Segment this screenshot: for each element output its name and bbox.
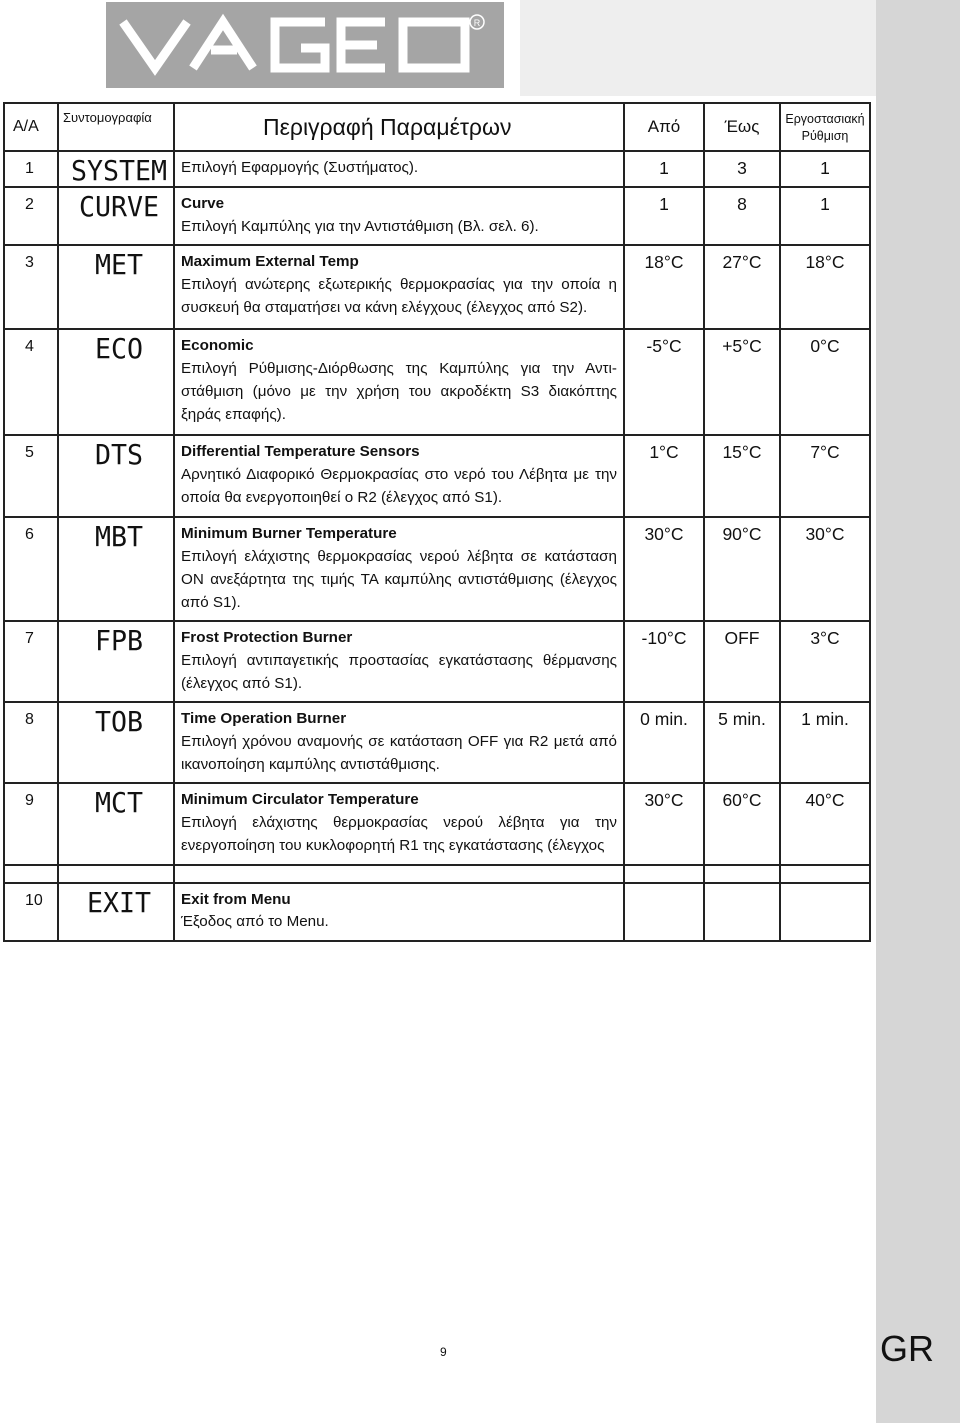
row-from: -10°C <box>624 621 704 702</box>
row-factory: 40°C <box>780 783 870 864</box>
row-to: 5 min. <box>704 702 780 783</box>
row-abbreviation: TOB <box>94 705 144 739</box>
row-title: Economic <box>181 337 254 355</box>
parameters-table <box>3 102 871 942</box>
row-to: 3 <box>704 151 780 187</box>
row-description: Επιλογή ανώτερης εξωτερικής θερμοκρασίας για την οποία η συσκευή θα σταματήσει να κάνη ελέγχους (έλεγχος από S2). <box>181 276 617 316</box>
row-from: 1 <box>624 187 704 245</box>
row-factory: 7°C <box>780 435 870 517</box>
row-abbreviation: SYSTEM <box>70 154 168 187</box>
row-title: Minimum Circulator Temperature <box>181 791 419 809</box>
table-gap-row <box>4 865 870 883</box>
svg-text:R: R <box>473 18 481 28</box>
row-description: Επιλογή ελάχιστης θερμοκρασίας νερού λέβητα για την ενεργοποίηση του κυκλοφορητή R1 της εγκατάστασης (έλεγχος <box>181 814 617 854</box>
row-from: -5°C <box>624 329 704 435</box>
row-title: Differential Temperature Sensors <box>181 443 420 461</box>
row-title: Exit from Menu <box>181 890 291 908</box>
row-abbreviation: DTS <box>94 438 144 472</box>
row-from: 30°C <box>624 783 704 864</box>
row-to: 90°C <box>704 517 780 621</box>
row-abbreviation: CURVE <box>78 190 160 223</box>
row-factory: 1 <box>780 187 870 245</box>
row-number: 10 <box>4 883 58 941</box>
row-from: 18°C <box>624 245 704 329</box>
header-from: Από <box>624 103 704 151</box>
row-description: Επιλογή αντιπαγετικής προστασίας εγκατάστασης θέρμανσης (έλεγχος από S1). <box>181 651 617 692</box>
header-aa: Α/Α <box>4 103 58 151</box>
row-number: 7 <box>4 621 58 702</box>
page-number: 9 <box>440 1345 447 1359</box>
row-from <box>624 883 704 941</box>
row-abbreviation: MET <box>94 248 144 282</box>
row-title: Curve <box>181 195 225 212</box>
row-description: Επιλογή Ρύθμισης-Διόρθωσης της Καμπύλης για την Αντι-στάθμιση (μόνο με την χρήση του ακροδέκτη S3 διακόπτης ξηράς επαφής). <box>181 360 617 423</box>
row-number: 3 <box>4 245 58 329</box>
row-description: Επιλογή Εφαρμογής (Συστήματος). <box>181 159 419 176</box>
table-row <box>4 187 870 245</box>
language-code: GR <box>880 1328 934 1369</box>
row-number: 8 <box>4 702 58 783</box>
row-title: Time Operation Burner <box>181 710 347 728</box>
header-factory-setting <box>780 103 870 151</box>
row-abbreviation: FPB <box>94 624 144 658</box>
row-description: Έξοδος από το Menu. <box>181 913 329 931</box>
row-from: 0 min. <box>624 702 704 783</box>
row-to: OFF <box>704 621 780 702</box>
row-factory: 1 min. <box>780 702 870 783</box>
header-band <box>520 0 876 96</box>
table-row <box>4 245 870 329</box>
row-from: 30°C <box>624 517 704 621</box>
row-number: 9 <box>4 783 58 864</box>
row-abbreviation: ECO <box>94 332 144 366</box>
vageo-logo-icon <box>115 10 495 80</box>
row-title: Frost Protection Burner <box>181 629 353 647</box>
row-number: 2 <box>4 187 58 245</box>
table-row <box>4 883 870 941</box>
row-description: Επιλογή Καμπύλης για την Αντιστάθμιση (Βλ. σελ. 6). <box>181 217 539 235</box>
row-factory: 0°C <box>780 329 870 435</box>
row-factory: 18°C <box>780 245 870 329</box>
table-row <box>4 702 870 783</box>
row-description: Επιλογή ελάχιστης θερμοκρασίας νερού λέβητα σε κατάσταση ON ανεξάρτητα της τιμής ΤΑ καμπύλης αντιστάθμισης (έλεγχος από S1). <box>181 548 617 611</box>
row-factory: 30°C <box>780 517 870 621</box>
row-abbreviation: MCT <box>94 786 144 820</box>
row-factory: 3°C <box>780 621 870 702</box>
row-title: Maximum External Temp <box>181 253 359 271</box>
header-factory-line1: Εργοστασιακή <box>785 112 865 126</box>
table-row <box>4 517 870 621</box>
row-title: Minimum Burner Temperature <box>181 525 397 543</box>
header-factory-line2: Ρύθμιση <box>801 129 849 143</box>
row-abbreviation: MBT <box>94 520 144 554</box>
side-margin-bar <box>876 0 960 1423</box>
row-from: 1°C <box>624 435 704 517</box>
row-factory: 1 <box>780 151 870 187</box>
header-abbreviation: Συντομογραφία <box>58 103 174 151</box>
table-header-row <box>4 103 870 151</box>
row-to: 60°C <box>704 783 780 864</box>
row-to: 27°C <box>704 245 780 329</box>
row-number: 5 <box>4 435 58 517</box>
row-to: 15°C <box>704 435 780 517</box>
row-from: 1 <box>624 151 704 187</box>
row-number: 4 <box>4 329 58 435</box>
row-to: 8 <box>704 187 780 245</box>
table-row <box>4 329 870 435</box>
row-number: 6 <box>4 517 58 621</box>
table-row <box>4 783 870 864</box>
table-row <box>4 621 870 702</box>
header-description: Περιγραφή Παραμέτρων <box>174 103 624 151</box>
row-abbreviation: EXIT <box>86 885 152 919</box>
table-row <box>4 151 870 187</box>
row-to: +5°C <box>704 329 780 435</box>
row-description: Αρνητικό Διαφορικό Θερμοκρασίας στο νερό του Λέβητα με την οποία θα ενεργοποιηθεί ο R2 (έλεγχος από S1). <box>181 466 617 506</box>
row-to <box>704 883 780 941</box>
header-to: Έως <box>704 103 780 151</box>
row-factory <box>780 883 870 941</box>
brand-logo <box>106 2 504 88</box>
row-description: Επιλογή χρόνου αναμονής σε κατάσταση OFF για R2 μετά από ικανοποίηση καμπύλης αντιστάθμισης. <box>181 733 617 773</box>
row-number: 1 <box>4 151 58 187</box>
table-row <box>4 435 870 517</box>
